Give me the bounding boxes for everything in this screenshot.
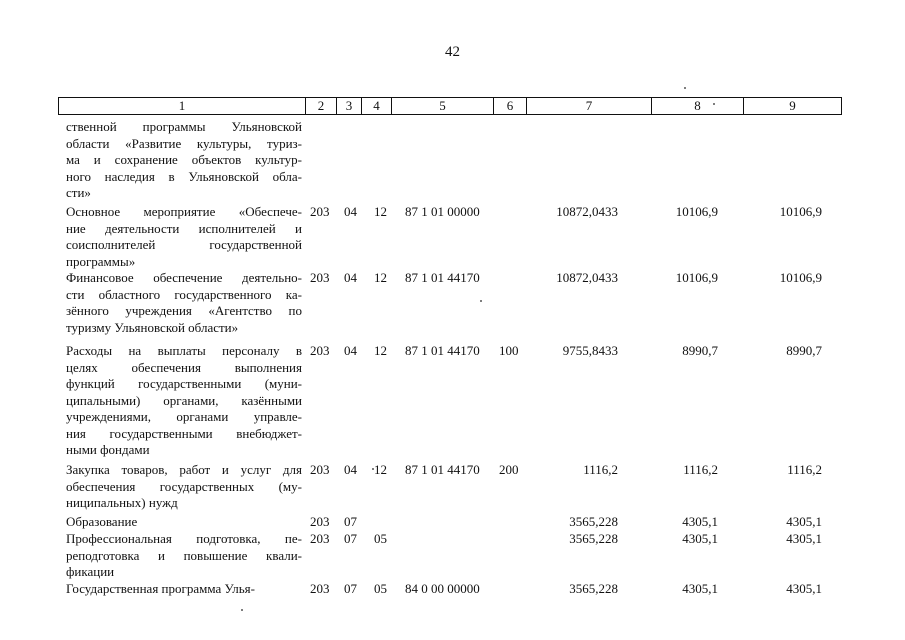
scan-speck — [480, 300, 482, 302]
header-col-9: 9 — [789, 98, 796, 113]
description-line: ного наследия в Ульяновской обла- — [66, 168, 302, 184]
header-col-1: 1 — [59, 98, 306, 114]
description-line: Образование — [66, 514, 138, 529]
description-line: ниципальных) нужд — [66, 495, 178, 510]
cell-c4: 12 — [374, 270, 387, 285]
description-line: ния государственными внебюджет- — [66, 425, 302, 441]
cell-c9: 4305,1 — [786, 581, 822, 596]
cell-c2: 203 — [310, 581, 330, 596]
header-col-7: 7 — [527, 98, 652, 114]
cell-c3: 07 — [344, 531, 357, 546]
description-line: ственной программы Ульяновской — [66, 119, 302, 134]
header-col-6: 6 — [494, 98, 527, 114]
description-line: целях обеспечения выполнения — [66, 359, 302, 375]
row-description — [66, 204, 302, 270]
cell-c4: 12 — [374, 462, 387, 477]
row-description — [66, 343, 302, 459]
cell-c8: 10106,9 — [675, 270, 718, 285]
header-col-8: 8 — [652, 98, 744, 114]
cell-c3: 04 — [344, 204, 357, 219]
cell-c6: 200 — [499, 462, 519, 477]
description-line: ма и сохранение объектов культур- — [66, 152, 302, 167]
row-description — [66, 581, 302, 598]
description-line: Закупка товаров, работ и услуг для — [66, 462, 302, 477]
cell-c3: 07 — [344, 514, 357, 529]
description-line: ние деятельности исполнителей и — [66, 220, 302, 236]
cell-c8: 8990,7 — [682, 343, 718, 358]
cell-c8: 4305,1 — [682, 514, 718, 529]
row-description — [66, 514, 302, 531]
header-col-2: 2 — [306, 98, 337, 114]
row-description — [66, 531, 302, 581]
cell-c2: 203 — [310, 462, 330, 477]
cell-c5: 87 1 01 44170 — [405, 270, 480, 285]
cell-c7: 10872,0433 — [556, 270, 618, 285]
description-line: фикации — [66, 564, 115, 579]
cell-c2: 203 — [310, 343, 330, 358]
page-number: 42 — [445, 44, 460, 60]
description-line: программы» — [66, 253, 136, 269]
scan-speck — [241, 609, 243, 611]
cell-c4: 12 — [374, 204, 387, 219]
description-line: зённого учреждения «Агентство по — [66, 303, 302, 318]
description-line: Расходы на выплаты персоналу в — [66, 343, 302, 358]
row-description — [66, 270, 302, 336]
cell-c5: 87 1 01 44170 — [405, 343, 480, 358]
cell-c8: 10106,9 — [675, 204, 718, 219]
cell-c5: 87 1 01 44170 — [405, 462, 480, 477]
cell-c7: 10872,0433 — [556, 204, 618, 219]
cell-c4: 05 — [374, 531, 387, 546]
cell-c7: 3565,228 — [569, 531, 618, 546]
description-line: Государственная программа Улья- — [66, 581, 255, 596]
cell-c7: 3565,228 — [569, 581, 618, 596]
header-col-3: 3 — [337, 98, 362, 114]
description-line: Основное мероприятие «Обеспече- — [66, 204, 302, 219]
description-line: функций государственными (муни- — [66, 376, 302, 391]
row-description — [66, 119, 302, 202]
description-line: ными фондами — [66, 442, 150, 457]
description-line: реподготовка и повышение квали- — [66, 547, 302, 563]
cell-c2: 203 — [310, 270, 330, 285]
description-line: учреждениями, органами управле- — [66, 409, 302, 424]
cell-c2: 203 — [310, 204, 330, 219]
cell-c9: 4305,1 — [786, 514, 822, 529]
cell-c9: 8990,7 — [786, 343, 822, 358]
description-line: Финансовое обеспечение деятельно- — [66, 270, 302, 285]
scan-speck — [713, 103, 715, 105]
cell-c8: 4305,1 — [682, 581, 718, 596]
header-col-5: 5 — [392, 98, 494, 114]
cell-c9: 4305,1 — [786, 531, 822, 546]
description-line: туризму Ульяновской области» — [66, 319, 239, 335]
cell-c7: 3565,228 — [569, 514, 618, 529]
cell-c5: 84 0 00 00000 — [405, 581, 480, 596]
header-col-4: 4 — [362, 98, 392, 114]
cell-c3: 04 — [344, 343, 357, 358]
description-line: сти» — [66, 185, 91, 200]
description-line: Профессиональная подготовка, пе- — [66, 531, 302, 546]
cell-c9: 10106,9 — [779, 204, 822, 219]
description-line: ципальными) органами, казёнными — [66, 392, 302, 408]
cell-c7: 9755,8433 — [562, 343, 618, 358]
cell-c5: 87 1 01 00000 — [405, 204, 480, 219]
cell-c3: 07 — [344, 581, 357, 596]
description-line: обеспечения государственных (му- — [66, 478, 302, 494]
cell-c3: 04 — [344, 462, 357, 477]
cell-c2: 203 — [310, 514, 330, 529]
description-line: соисполнителей государственной — [66, 237, 302, 252]
cell-c2: 203 — [310, 531, 330, 546]
table-header — [58, 97, 842, 115]
cell-c8: 1116,2 — [683, 462, 718, 477]
cell-c6: 100 — [499, 343, 519, 358]
description-line: области «Развитие культуры, туриз- — [66, 135, 302, 151]
description-line: сти областного государственного ка- — [66, 286, 302, 302]
cell-c8: 4305,1 — [682, 531, 718, 546]
row-description — [66, 462, 302, 512]
cell-c9: 10106,9 — [779, 270, 822, 285]
cell-c9: 1116,2 — [787, 462, 822, 477]
cell-c4: 05 — [374, 581, 387, 596]
scan-speck — [372, 468, 374, 470]
cell-c7: 1116,2 — [583, 462, 618, 477]
scan-speck — [684, 87, 686, 89]
cell-c3: 04 — [344, 270, 357, 285]
cell-c4: 12 — [374, 343, 387, 358]
